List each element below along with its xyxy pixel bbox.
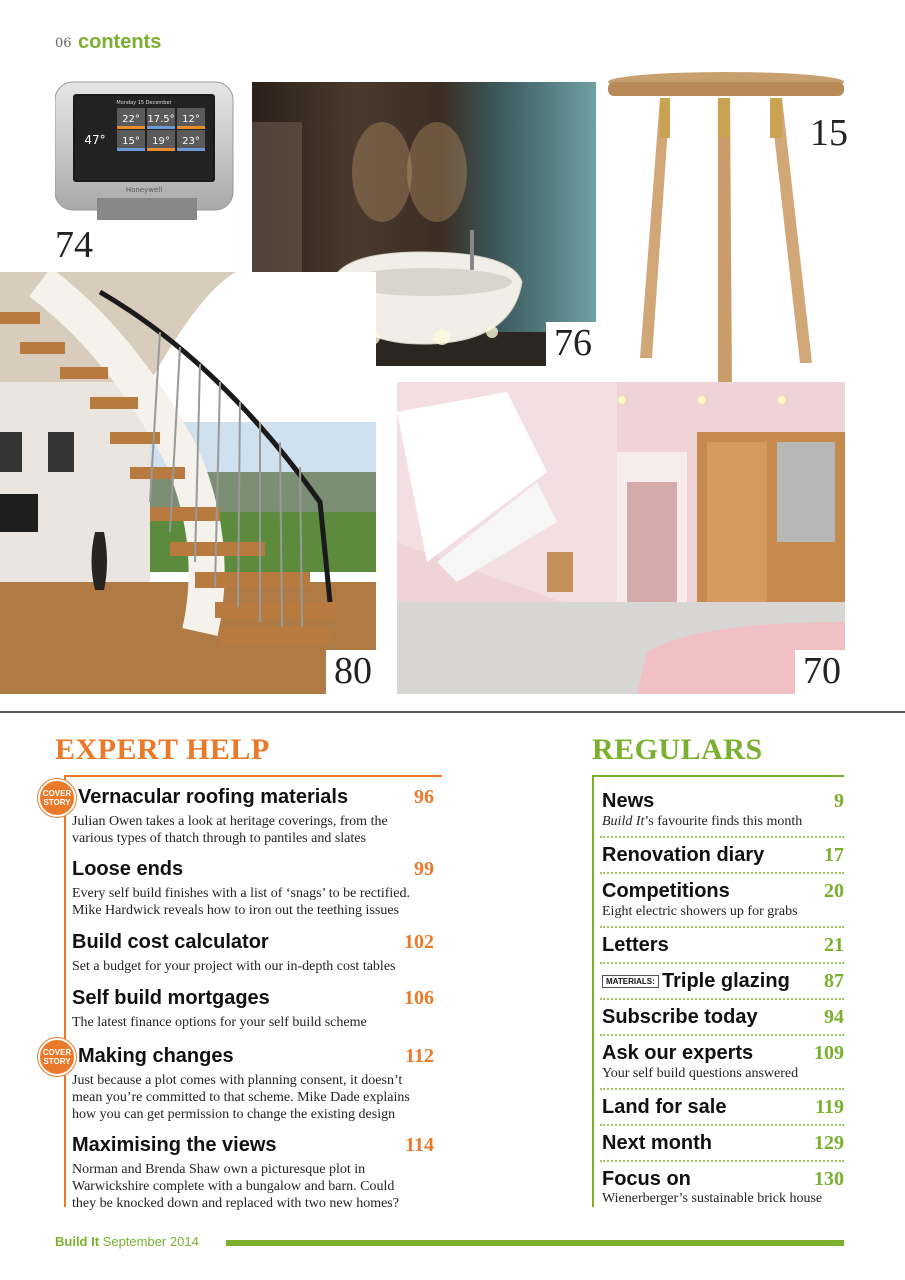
regular-desc: Your self build questions answered bbox=[602, 1066, 799, 1081]
desc-line: The latest finance options for your self build scheme bbox=[72, 1015, 367, 1030]
temp-7: 23° bbox=[182, 136, 200, 147]
desc-line: Mike Hardwick reveals how to iron out the teething issues bbox=[72, 903, 399, 918]
dotted-separator bbox=[600, 1124, 844, 1126]
photo-page-70: 70 bbox=[795, 650, 845, 694]
magazine-name: Build It bbox=[602, 814, 645, 829]
regular-desc: Wienerberger’s sustainable brick house bbox=[602, 1191, 823, 1206]
regular-heading[interactable]: Triple glazing bbox=[662, 970, 790, 992]
badge-line-2: STORY bbox=[43, 798, 71, 807]
expert-help-title: EXPERT HELP bbox=[55, 733, 270, 766]
regular-desc bbox=[602, 814, 802, 830]
expert-item-desc bbox=[72, 1014, 452, 1031]
regular-page: 9 bbox=[834, 790, 844, 812]
expert-item-desc bbox=[72, 1161, 452, 1212]
regular-heading[interactable]: News bbox=[602, 790, 655, 812]
dotted-separator bbox=[600, 962, 844, 964]
thermostat-brand: Honeywell bbox=[125, 186, 163, 194]
dotted-separator bbox=[600, 836, 844, 838]
expert-item-heading[interactable]: Making changes bbox=[78, 1045, 234, 1067]
dotted-separator bbox=[600, 1034, 844, 1036]
expert-item-heading[interactable]: Self build mortgages bbox=[72, 987, 270, 1009]
regular-page: 109 bbox=[814, 1042, 844, 1064]
regular-page: 20 bbox=[824, 880, 844, 902]
dotted-separator bbox=[600, 1160, 844, 1162]
regular-page: 119 bbox=[815, 1096, 844, 1118]
regular-heading[interactable]: Competitions bbox=[602, 880, 730, 902]
footer-credit bbox=[55, 1234, 199, 1249]
cover-story-badge bbox=[38, 1038, 76, 1076]
expert-item-heading[interactable]: Build cost calculator bbox=[72, 931, 269, 953]
regular-heading[interactable]: Land for sale bbox=[602, 1096, 727, 1118]
regulars-rule-top bbox=[592, 775, 844, 777]
staircase-photo bbox=[0, 272, 376, 694]
badge-line-1: COVER bbox=[42, 1048, 72, 1057]
temp-2: 17.5° bbox=[147, 114, 175, 125]
loft-bedroom-illustration bbox=[397, 382, 845, 694]
expert-item-page: 99 bbox=[414, 858, 434, 880]
dotted-separator bbox=[600, 926, 844, 928]
thermostat-date: Monday 15 December bbox=[116, 100, 172, 106]
regular-desc: Eight electric showers up for grabs bbox=[602, 904, 798, 919]
photo-page-15: 15 bbox=[810, 112, 848, 154]
expert-item-heading[interactable]: Vernacular roofing materials bbox=[78, 786, 349, 808]
regular-heading[interactable]: Next month bbox=[602, 1132, 712, 1154]
expert-help-rule-top bbox=[64, 775, 442, 777]
materials-tag: MATERIALS: bbox=[602, 975, 659, 988]
regular-page: 130 bbox=[814, 1168, 844, 1190]
regular-page: 87 bbox=[824, 970, 844, 992]
desc-line: Set a budget for your project with our in-depth cost tables bbox=[72, 959, 396, 974]
expert-item-desc bbox=[72, 885, 452, 919]
regular-heading[interactable]: Focus on bbox=[602, 1168, 691, 1190]
expert-item-heading[interactable]: Maximising the views bbox=[72, 1134, 277, 1156]
expert-help-rule-left bbox=[64, 775, 66, 1207]
regular-page: 17 bbox=[824, 844, 844, 866]
desc-line: various types of thatch through to pantiles and slates bbox=[72, 831, 366, 846]
temp-3: 12° bbox=[182, 114, 200, 125]
desc-line: mean you’re committed to that scheme. Mike Dade explains bbox=[72, 1090, 410, 1105]
temp-5: 15° bbox=[122, 136, 140, 147]
thermostat-photo bbox=[55, 80, 235, 228]
cover-story-badge bbox=[38, 779, 76, 817]
expert-item-page: 106 bbox=[404, 987, 434, 1009]
expert-item-desc bbox=[72, 1072, 452, 1123]
badge-line-2: STORY bbox=[43, 1057, 71, 1066]
expert-item-desc bbox=[72, 813, 452, 847]
expert-item-page: 114 bbox=[405, 1134, 434, 1156]
temp-1: 22° bbox=[122, 114, 140, 125]
section-divider bbox=[0, 711, 905, 713]
photo-page-80: 80 bbox=[326, 650, 376, 694]
footer-bar bbox=[226, 1240, 844, 1246]
footer-magazine: Build It bbox=[55, 1234, 100, 1249]
expert-item-desc bbox=[72, 958, 452, 975]
desc-line: Warwickshire complete with a bungalow and barn. Could bbox=[72, 1179, 395, 1194]
dotted-separator bbox=[600, 998, 844, 1000]
badge-line-1: COVER bbox=[42, 789, 72, 798]
desc-line: they be knocked down and replaced with two new homes? bbox=[72, 1196, 399, 1211]
section-title: contents bbox=[78, 31, 162, 53]
temp-4: 47° bbox=[84, 133, 106, 147]
desc-line: Every self build finishes with a list of ‘snags’ to be rectified. bbox=[72, 886, 410, 901]
thermostat-illustration bbox=[55, 80, 235, 228]
expert-item-heading[interactable]: Loose ends bbox=[72, 858, 184, 880]
regular-page: 21 bbox=[824, 934, 844, 956]
temp-6: 19° bbox=[152, 136, 170, 147]
regular-heading[interactable]: Renovation diary bbox=[602, 844, 765, 866]
dotted-separator bbox=[600, 872, 844, 874]
expert-item-page: 96 bbox=[414, 786, 434, 808]
expert-item-page: 112 bbox=[405, 1045, 434, 1067]
regular-page: 129 bbox=[814, 1132, 844, 1154]
regular-heading[interactable]: Ask our experts bbox=[602, 1042, 754, 1064]
regular-heading[interactable]: Subscribe today bbox=[602, 1006, 758, 1028]
desc-line: Just because a plot comes with planning consent, it doesn’t bbox=[72, 1073, 403, 1088]
page-number: 06 bbox=[55, 36, 72, 51]
regulars-title: REGULARS bbox=[592, 733, 763, 766]
regular-heading[interactable]: Letters bbox=[602, 934, 669, 956]
desc-line: Norman and Brenda Shaw own a picturesque plot in bbox=[72, 1162, 366, 1177]
regular-page: 94 bbox=[824, 1006, 844, 1028]
staircase-illustration bbox=[0, 272, 376, 694]
expert-item-page: 102 bbox=[404, 931, 434, 953]
photo-page-74: 74 bbox=[55, 224, 93, 266]
photo-page-76: 76 bbox=[546, 322, 596, 366]
desc-line: Julian Owen takes a look at heritage coverings, from the bbox=[72, 814, 388, 829]
desc-text: ’s favourite finds this month bbox=[644, 814, 803, 829]
desc-line: how you can get permission to change the existing design bbox=[72, 1107, 396, 1122]
footer-issue: September 2014 bbox=[102, 1234, 199, 1249]
loft-bedroom-photo bbox=[397, 382, 845, 694]
regulars-rule-left bbox=[592, 775, 594, 1207]
dotted-separator bbox=[600, 1088, 844, 1090]
